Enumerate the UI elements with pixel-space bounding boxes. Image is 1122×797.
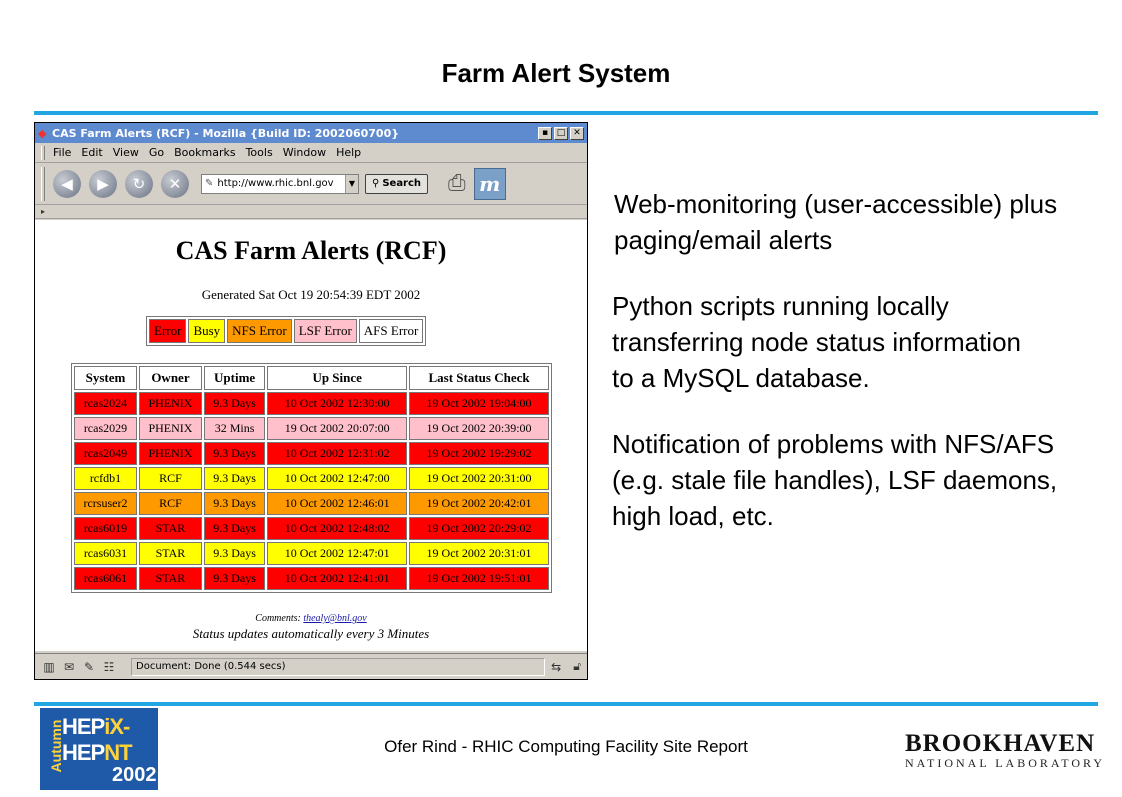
menu-view[interactable]: View [112, 146, 139, 159]
cell-system: rcrsuser2 [74, 492, 137, 515]
cell-up-since: 19 Oct 2002 20:07:00 [267, 417, 407, 440]
menu-bookmarks[interactable]: Bookmarks [174, 146, 236, 159]
maximize-icon[interactable]: □ [554, 127, 568, 140]
cell-last-check: 19 Oct 2002 19:29:02 [409, 442, 549, 465]
table-row [74, 567, 549, 590]
minimize-icon[interactable]: ▪ [538, 127, 552, 140]
cell-owner: PHENIX [139, 417, 202, 440]
cell-system: rcfdb1 [74, 467, 137, 490]
page-proxy-icon[interactable]: ✎ [205, 178, 214, 189]
slide-bullets [612, 186, 1112, 564]
stop-icon[interactable]: ✕ [161, 170, 189, 198]
table-row [74, 467, 549, 490]
table-row [74, 542, 549, 565]
toolbar-grip[interactable] [41, 167, 45, 201]
reload-icon[interactable]: ↻ [125, 170, 153, 198]
cell-last-check: 19 Oct 2002 19:04:00 [409, 392, 549, 415]
cell-last-check: 19 Oct 2002 20:39:00 [409, 417, 549, 440]
legend-lsf-error: LSF Error [294, 319, 357, 343]
hepix-line1-b: iX- [104, 714, 130, 739]
table-row [74, 442, 549, 465]
status-text: Document: Done (0.544 secs) [131, 658, 545, 676]
col-uptime: Uptime [204, 366, 265, 390]
bullet-web-monitoring: Web-monitoring (user-accessible) plus paging/email alerts [614, 189, 1058, 255]
table-body [74, 392, 549, 590]
cell-uptime: 9.3 Days [204, 567, 265, 590]
menu-bar [35, 143, 587, 163]
comments-line [35, 613, 587, 624]
comments-email-link[interactable]: thealy@bnl.gov [303, 613, 367, 624]
slide-footer: Ofer Rind - RHIC Computing Facility Site Report [384, 737, 748, 756]
menu-edit[interactable]: Edit [81, 146, 103, 159]
status-legend [146, 316, 426, 346]
page-content [35, 220, 587, 651]
node-status-table [71, 363, 552, 593]
cell-owner: STAR [139, 542, 202, 565]
cell-up-since: 10 Oct 2002 12:30:00 [267, 392, 407, 415]
hepix-year: 2002 [112, 764, 157, 786]
cell-up-since: 10 Oct 2002 12:47:01 [267, 542, 407, 565]
col-up-since: Up Since [267, 366, 407, 390]
menu-file[interactable]: File [53, 146, 72, 159]
cell-owner: STAR [139, 567, 202, 590]
search-icon: ⚲ [372, 178, 380, 189]
window-titlebar[interactable] [35, 123, 587, 143]
search-button[interactable] [365, 174, 428, 194]
cell-owner: PHENIX [139, 392, 202, 415]
navigator-icon[interactable]: ▥ [43, 659, 55, 674]
cell-owner: RCF [139, 492, 202, 515]
cell-system: rcas6031 [74, 542, 137, 565]
url-field[interactable] [201, 174, 359, 194]
status-bar [35, 653, 587, 679]
print-icon[interactable]: ⎙ [448, 171, 466, 196]
address-book-icon[interactable]: ☷ [103, 659, 115, 674]
cell-uptime: 9.3 Days [204, 467, 265, 490]
update-notice: Status updates automatically every 3 Minutes [192, 626, 430, 641]
menu-go[interactable]: Go [148, 146, 165, 159]
cell-up-since: 10 Oct 2002 12:31:02 [267, 442, 407, 465]
table-row [74, 417, 549, 440]
url-dropdown-icon[interactable]: ▼ [345, 175, 358, 193]
cell-owner: PHENIX [139, 442, 202, 465]
cell-up-since: 10 Oct 2002 12:48:02 [267, 517, 407, 540]
hepix-line2-a: HEP [62, 740, 105, 765]
forward-arrow-icon[interactable]: ▶ [89, 170, 117, 198]
legend-error: Error [149, 319, 186, 343]
cell-system: rcas2024 [74, 392, 137, 415]
cell-last-check: 19 Oct 2002 20:31:01 [409, 542, 549, 565]
comments-label: Comments: [255, 613, 301, 624]
online-icon[interactable]: ⇆ [551, 659, 562, 674]
cell-system: rcas2049 [74, 442, 137, 465]
nav-toolbar [35, 163, 587, 205]
cell-last-check: 19 Oct 2002 20:29:02 [409, 517, 549, 540]
mail-icon[interactable]: ✉ [63, 659, 75, 674]
cell-last-check: 19 Oct 2002 19:51:01 [409, 567, 549, 590]
search-label: Search [382, 178, 422, 189]
bnl-subtitle: NATIONAL LABORATORY [905, 756, 1106, 770]
bullet-notifications: Notification of problems with NFS/AFS (e.g. stale file handles), LSF daemons, high load, etc. [612, 429, 1058, 531]
cell-system: rcas2029 [74, 417, 137, 440]
hepix-autumn: Autumn [48, 719, 64, 773]
cell-uptime: 9.3 Days [204, 542, 265, 565]
bullet-python-scripts: Python scripts running locally transferring node status information to a MySQL database. [612, 291, 1021, 393]
menubar-grip[interactable] [41, 146, 45, 160]
cell-up-since: 10 Oct 2002 12:46:01 [267, 492, 407, 515]
hepix-line1-a: HEP [62, 714, 105, 739]
cell-up-since: 10 Oct 2002 12:47:00 [267, 467, 407, 490]
bottom-rule [34, 702, 1098, 706]
composer-icon[interactable]: ✎ [83, 659, 95, 674]
legend-busy: Busy [188, 319, 225, 343]
brookhaven-logo [905, 730, 1105, 771]
window-title: CAS Farm Alerts (RCF) - Mozilla {Build ID: 2002060700} [52, 126, 400, 140]
cell-uptime: 9.3 Days [204, 517, 265, 540]
col-last-status-check: Last Status Check [409, 366, 549, 390]
slide-title: Farm Alert System [441, 58, 671, 88]
bnl-name: BROOKHAVEN [905, 730, 1096, 757]
personal-toolbar[interactable]: ▸ [35, 205, 587, 219]
cell-last-check: 19 Oct 2002 20:42:01 [409, 492, 549, 515]
cell-uptime: 9.3 Days [204, 442, 265, 465]
url-text: http://www.rhic.bnl.gov [217, 178, 334, 189]
cell-system: rcas6061 [74, 567, 137, 590]
menu-window[interactable]: Window [282, 146, 327, 159]
cell-owner: RCF [139, 467, 202, 490]
cell-uptime: 32 Mins [204, 417, 265, 440]
menu-tools[interactable]: Tools [245, 146, 273, 159]
browser-window [34, 122, 588, 680]
close-icon[interactable]: ✕ [570, 127, 584, 140]
col-system: System [74, 366, 137, 390]
cell-last-check: 19 Oct 2002 20:31:00 [409, 467, 549, 490]
legend-row [149, 319, 423, 343]
table-row [74, 392, 549, 415]
cell-system: rcas6019 [74, 517, 137, 540]
top-rule [34, 111, 1098, 115]
cell-owner: STAR [139, 517, 202, 540]
table-header-row [74, 366, 549, 390]
back-arrow-icon[interactable]: ◀ [53, 170, 81, 198]
table-row [74, 492, 549, 515]
col-owner: Owner [139, 366, 202, 390]
generated-timestamp: Generated Sat Oct 19 20:54:39 EDT 2002 [201, 287, 421, 302]
cell-uptime: 9.3 Days [204, 392, 265, 415]
table-row [74, 517, 549, 540]
menu-help[interactable]: Help [336, 146, 362, 159]
security-lock-icon: 🔓︎ [573, 659, 581, 673]
mozilla-logo-icon[interactable]: m [474, 168, 506, 200]
cell-up-since: 10 Oct 2002 12:41:01 [267, 567, 407, 590]
legend-afs-error: AFS Error [359, 319, 424, 343]
legend-nfs-error: NFS Error [227, 319, 292, 343]
page-heading: CAS Farm Alerts (RCF) [175, 236, 447, 265]
window-menu-icon[interactable]: ◆ [38, 126, 47, 140]
cell-uptime: 9.3 Days [204, 492, 265, 515]
hepix-line2-b: NT [104, 740, 132, 765]
